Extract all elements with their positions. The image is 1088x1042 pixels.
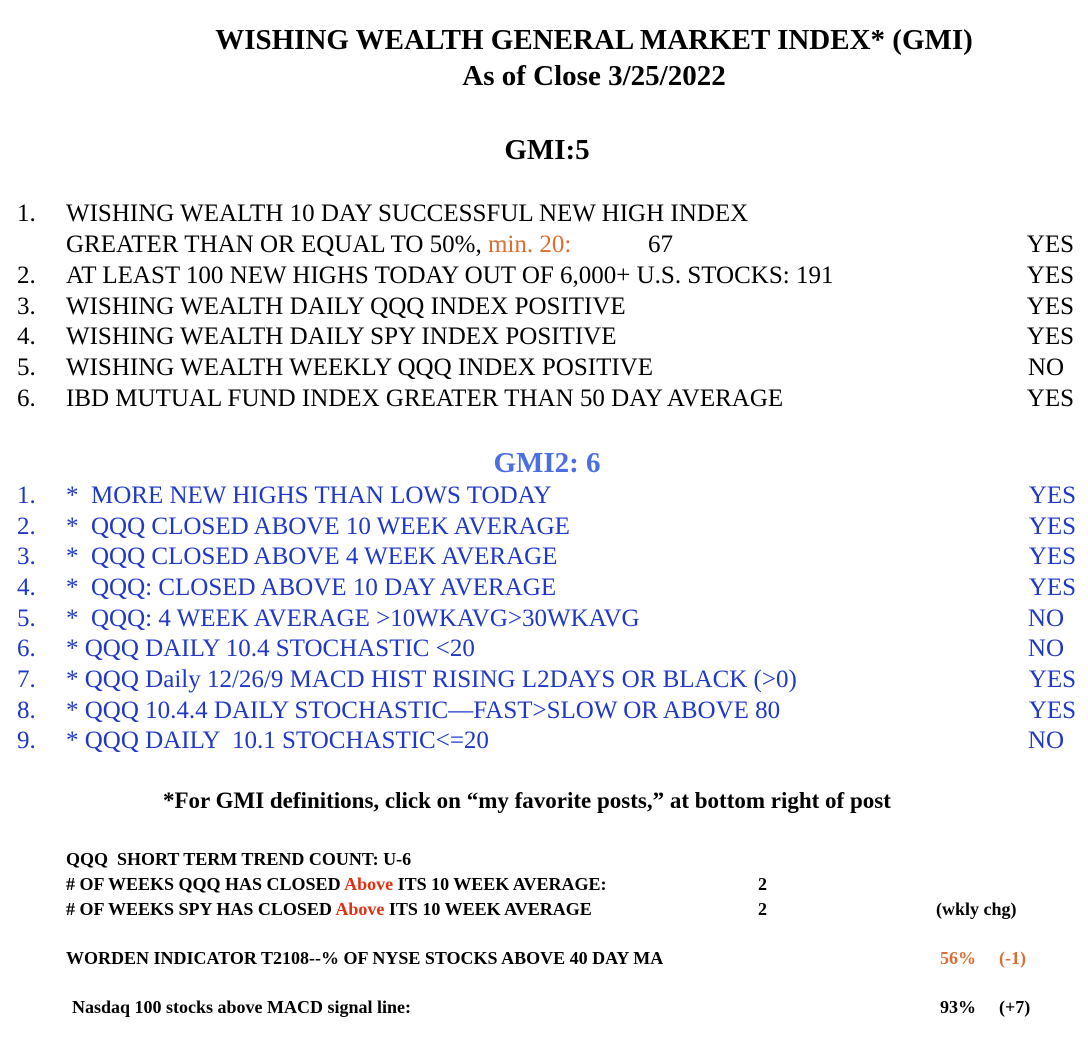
item-text: * QQQ DAILY 10.1 STOCHASTIC<=20	[66, 727, 489, 754]
gmi2-item-3	[0, 542, 1088, 573]
item-number: 2.	[17, 513, 36, 540]
item-answer: NO	[1027, 635, 1064, 662]
item-text: * QQQ DAILY 10.4 STOCHASTIC <20	[66, 635, 475, 662]
qqq-weeks-prefix: # OF WEEKS QQQ HAS CLOSED	[66, 874, 345, 894]
item-text: * QQQ Daily 12/26/9 MACD HIST RISING L2DAYS OR BLACK (>0)	[66, 666, 797, 693]
item-answer: YES	[1026, 293, 1074, 320]
item-answer: YES	[1026, 385, 1074, 412]
item-text-line2	[66, 230, 571, 260]
weekly-change-header: (wkly chg)	[936, 899, 1017, 919]
macd-value: 93%	[940, 997, 976, 1017]
item-text: WISHING WEALTH DAILY QQQ INDEX POSITIVE	[66, 293, 626, 320]
worden-change: (-1)	[999, 948, 1026, 968]
gmi2-item-7	[0, 665, 1088, 696]
item-text: IBD MUTUAL FUND INDEX GREATER THAN 50 DAY AVERAGE	[66, 385, 784, 412]
item-number: 6.	[17, 635, 36, 662]
item-answer: YES	[1026, 323, 1074, 350]
gmi2-item-1	[0, 481, 1088, 512]
worden-label: WORDEN INDICATOR T2108--% OF NYSE STOCKS ABOVE 40 DAY MA	[66, 948, 664, 968]
item-text: * QQQ CLOSED ABOVE 4 WEEK AVERAGE	[66, 543, 558, 570]
gmi2-item-9	[0, 726, 1088, 757]
page-subtitle: As of Close 3/25/2022	[462, 60, 726, 92]
gmi-item-6	[0, 384, 1088, 415]
item-number: 1.	[17, 482, 36, 509]
gmi-item-1	[0, 199, 1088, 230]
item-text: WISHING WEALTH WEEKLY QQQ INDEX POSITIVE	[66, 354, 653, 381]
item-answer: NO	[1027, 354, 1064, 381]
gmi2-item-4	[0, 573, 1088, 604]
gmi-item-2	[0, 261, 1088, 292]
item-number: 5.	[17, 354, 36, 381]
item-text-prefix: GREATER THAN OR EQUAL TO 50%,	[66, 231, 488, 258]
item-answer: YES	[1026, 231, 1074, 258]
spy-weeks-above: Above	[335, 899, 385, 919]
item-answer: YES	[1028, 697, 1076, 724]
item-number: 9.	[17, 727, 36, 754]
qqq-weeks-value: 2	[758, 874, 767, 894]
gmi2-item-6	[0, 634, 1088, 665]
item-number: 2.	[17, 262, 36, 289]
gmi2-item-8	[0, 696, 1088, 727]
spy-weeks-value: 2	[758, 899, 767, 919]
spy-weeks-prefix: # OF WEEKS SPY HAS CLOSED	[66, 899, 336, 919]
item-number: 4.	[17, 323, 36, 350]
item-number: 8.	[17, 697, 36, 724]
item-text: * QQQ 10.4.4 DAILY STOCHASTIC—FAST>SLOW OR ABOVE 80	[66, 697, 781, 724]
item-number: 3.	[17, 543, 36, 570]
item-text: * QQQ: 4 WEEK AVERAGE >10WKAVG>30WKAVG	[66, 605, 640, 632]
item-answer: YES	[1026, 262, 1074, 289]
item-value: 67	[648, 231, 673, 258]
worden-value: 56%	[940, 948, 976, 968]
spy-weeks-suffix: ITS 10 WEEK AVERAGE	[384, 899, 592, 919]
item-answer: NO	[1027, 727, 1064, 754]
spy-weeks-label	[66, 899, 592, 920]
item-number: 5.	[17, 605, 36, 632]
item-text: * MORE NEW HIGHS THAN LOWS TODAY	[66, 482, 552, 509]
gmi-item-1-line2	[0, 230, 1088, 261]
gmi-heading: GMI:5	[504, 134, 590, 166]
item-answer: YES	[1028, 543, 1076, 570]
item-text: * QQQ: CLOSED ABOVE 10 DAY AVERAGE	[66, 574, 557, 601]
definitions-note: *For GMI definitions, click on “my favorite posts,” at bottom right of post	[163, 788, 891, 813]
qqq-weeks-above: Above	[344, 874, 394, 894]
item-answer: YES	[1028, 574, 1076, 601]
item-text: WISHING WEALTH DAILY SPY INDEX POSITIVE	[66, 323, 617, 350]
qqq-weeks-label	[66, 874, 606, 895]
item-text: AT LEAST 100 NEW HIGHS TODAY OUT OF 6,000+ U.S. STOCKS: 191	[66, 262, 834, 289]
item-text: WISHING WEALTH 10 DAY SUCCESSFUL NEW HIGH INDEX	[66, 200, 749, 227]
gmi-item-3	[0, 292, 1088, 323]
qqq-weeks-suffix: ITS 10 WEEK AVERAGE:	[393, 874, 607, 894]
gmi2-item-5	[0, 604, 1088, 635]
item-answer: NO	[1027, 605, 1064, 632]
item-answer: YES	[1028, 513, 1076, 540]
gmi-item-4	[0, 322, 1088, 353]
item-number: 7.	[17, 666, 36, 693]
item-text: * QQQ CLOSED ABOVE 10 WEEK AVERAGE	[66, 513, 570, 540]
item-number: 3.	[17, 293, 36, 320]
trend-count: QQQ SHORT TERM TREND COUNT: U-6	[66, 849, 412, 869]
item-number: 4.	[17, 574, 36, 601]
item-number: 1.	[17, 200, 36, 227]
page-title: WISHING WEALTH GENERAL MARKET INDEX* (GMI)	[215, 24, 973, 56]
macd-change: (+7)	[999, 997, 1031, 1017]
item-number: 6.	[17, 385, 36, 412]
gmi-item-5	[0, 353, 1088, 384]
macd-label: Nasdaq 100 stocks above MACD signal line:	[72, 997, 412, 1017]
item-min-label: min. 20:	[488, 231, 572, 258]
item-answer: YES	[1028, 482, 1076, 509]
item-answer: YES	[1028, 666, 1076, 693]
gmi2-heading: GMI2: 6	[493, 447, 601, 479]
gmi2-item-2	[0, 512, 1088, 543]
